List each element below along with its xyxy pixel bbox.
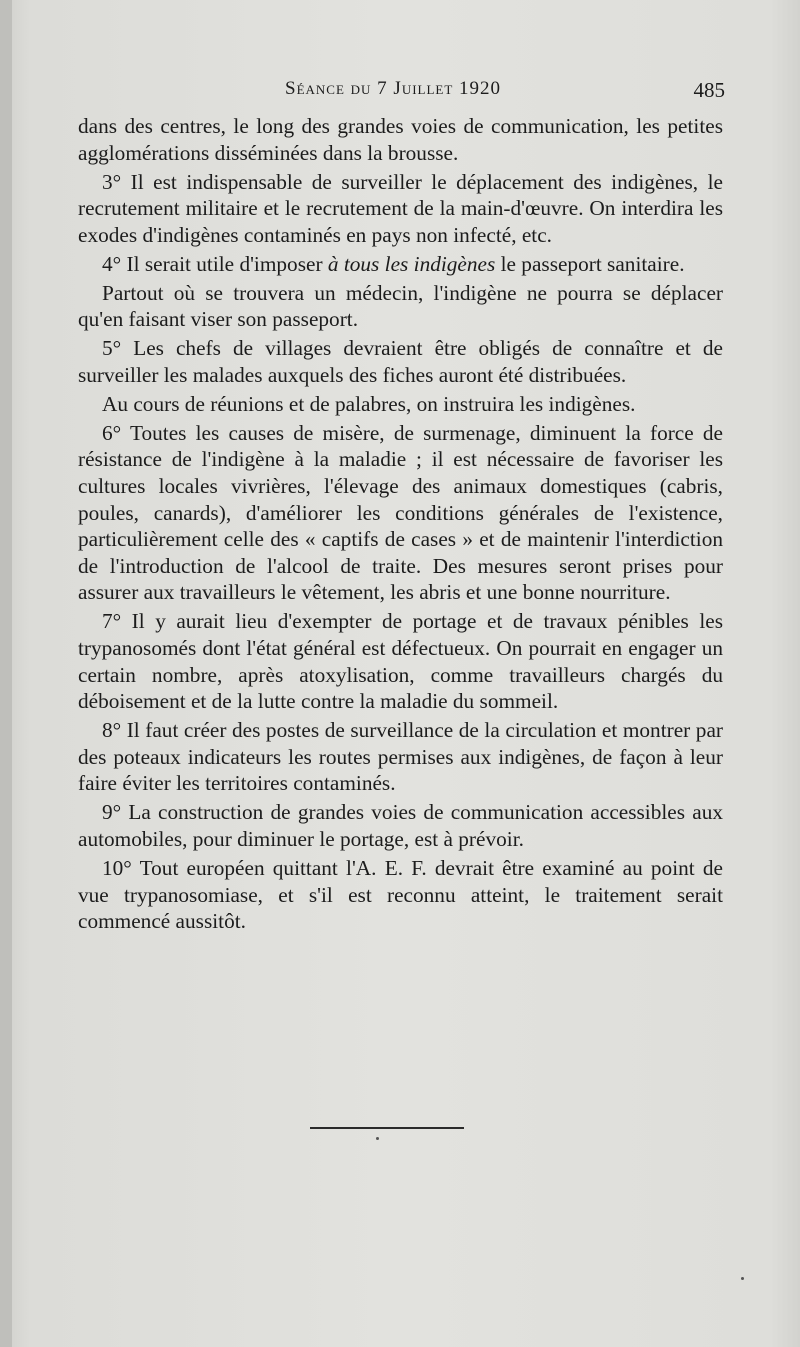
paragraph-item-3: 3° Il est indispensable de surveiller le déplacement des indigènes, le recrutement militaire et le recrutement de la main-d'œuvre. On interdira les exodes d'indigènes contaminés en pays non infecté, etc. <box>78 169 723 247</box>
paragraph-item-10: 10° Tout européen quittant l'A. E. F. devrait être examiné au point de vue trypanosomiase, et s'il est reconnu atteint, le traitement serait commencé aussitôt. <box>78 855 723 934</box>
paper-speck <box>376 1137 379 1140</box>
paragraph-item-4-after: le passeport sanitaire. <box>495 251 685 276</box>
paragraph-palabres: Au cours de réunions et de palabres, on instruira les indigènes. <box>102 391 636 416</box>
paragraph-item-4-before: 4° Il serait utile d'imposer <box>102 251 328 276</box>
paragraph-item-6: 6° Toutes les causes de misère, de surmenage, diminuent la force de résistance de l'indigène à la maladie ; il est nécessaire de favoriser les cultures locales vivrières, l'élevage des animaux domestiques (cabris, poules, canards), d'améliorer les conditions générales de l'existence, particulièrement celle des « captifs de cases » et de maintenir l'interdiction de l'introduction de l'alcool de traite. Des mesures seront prises pour assurer aux travailleurs le vêtement, les abris et une bonne nourriture. <box>78 420 723 605</box>
body-text <box>78 113 723 937</box>
running-title: Séance du 7 Juillet 1920 <box>285 78 502 99</box>
paragraph-item-4 <box>78 251 723 278</box>
end-rule <box>310 1127 464 1129</box>
running-header <box>80 78 725 106</box>
paragraph-item-4-emphasis: à tous les indigènes <box>327 251 496 276</box>
paragraph-item-7: 7° Il y aurait lieu d'exempter de portage et de travaux pénibles les trypanosomés dont l'état général est défectueux. On pourrait en engager un certain nombre, après atoxylisation, comme travailleurs chargés du déboisement et de la lutte contre la maladie du sommeil. <box>78 609 723 714</box>
page-edge-shadow <box>0 0 12 1347</box>
paragraph-item-5: 5° Les chefs de villages devraient être obligés de connaître et de surveiller les malades auxquels des fiches auront été distribuées. <box>78 336 723 387</box>
paragraph-item-8: 8° Il faut créer des postes de surveillance de la circulation et montrer par des poteaux indicateurs les routes permises aux indigènes, de façon à leur faire éviter les territoires contaminés. <box>78 718 723 796</box>
page-number: 485 <box>693 78 725 102</box>
paper-speck <box>741 1277 744 1280</box>
paragraph-continuation: dans des centres, le long des grandes voies de communication, les petites agglomérations disséminées dans la brousse. <box>78 114 723 165</box>
paragraph-passport: Partout où se trouvera un médecin, l'indigène ne pourra se déplacer qu'en faisant viser son passeport. <box>78 280 723 332</box>
paragraph-item-9: 9° La construction de grandes voies de communication accessibles aux automobiles, pour diminuer le portage, est à prévoir. <box>78 800 723 851</box>
